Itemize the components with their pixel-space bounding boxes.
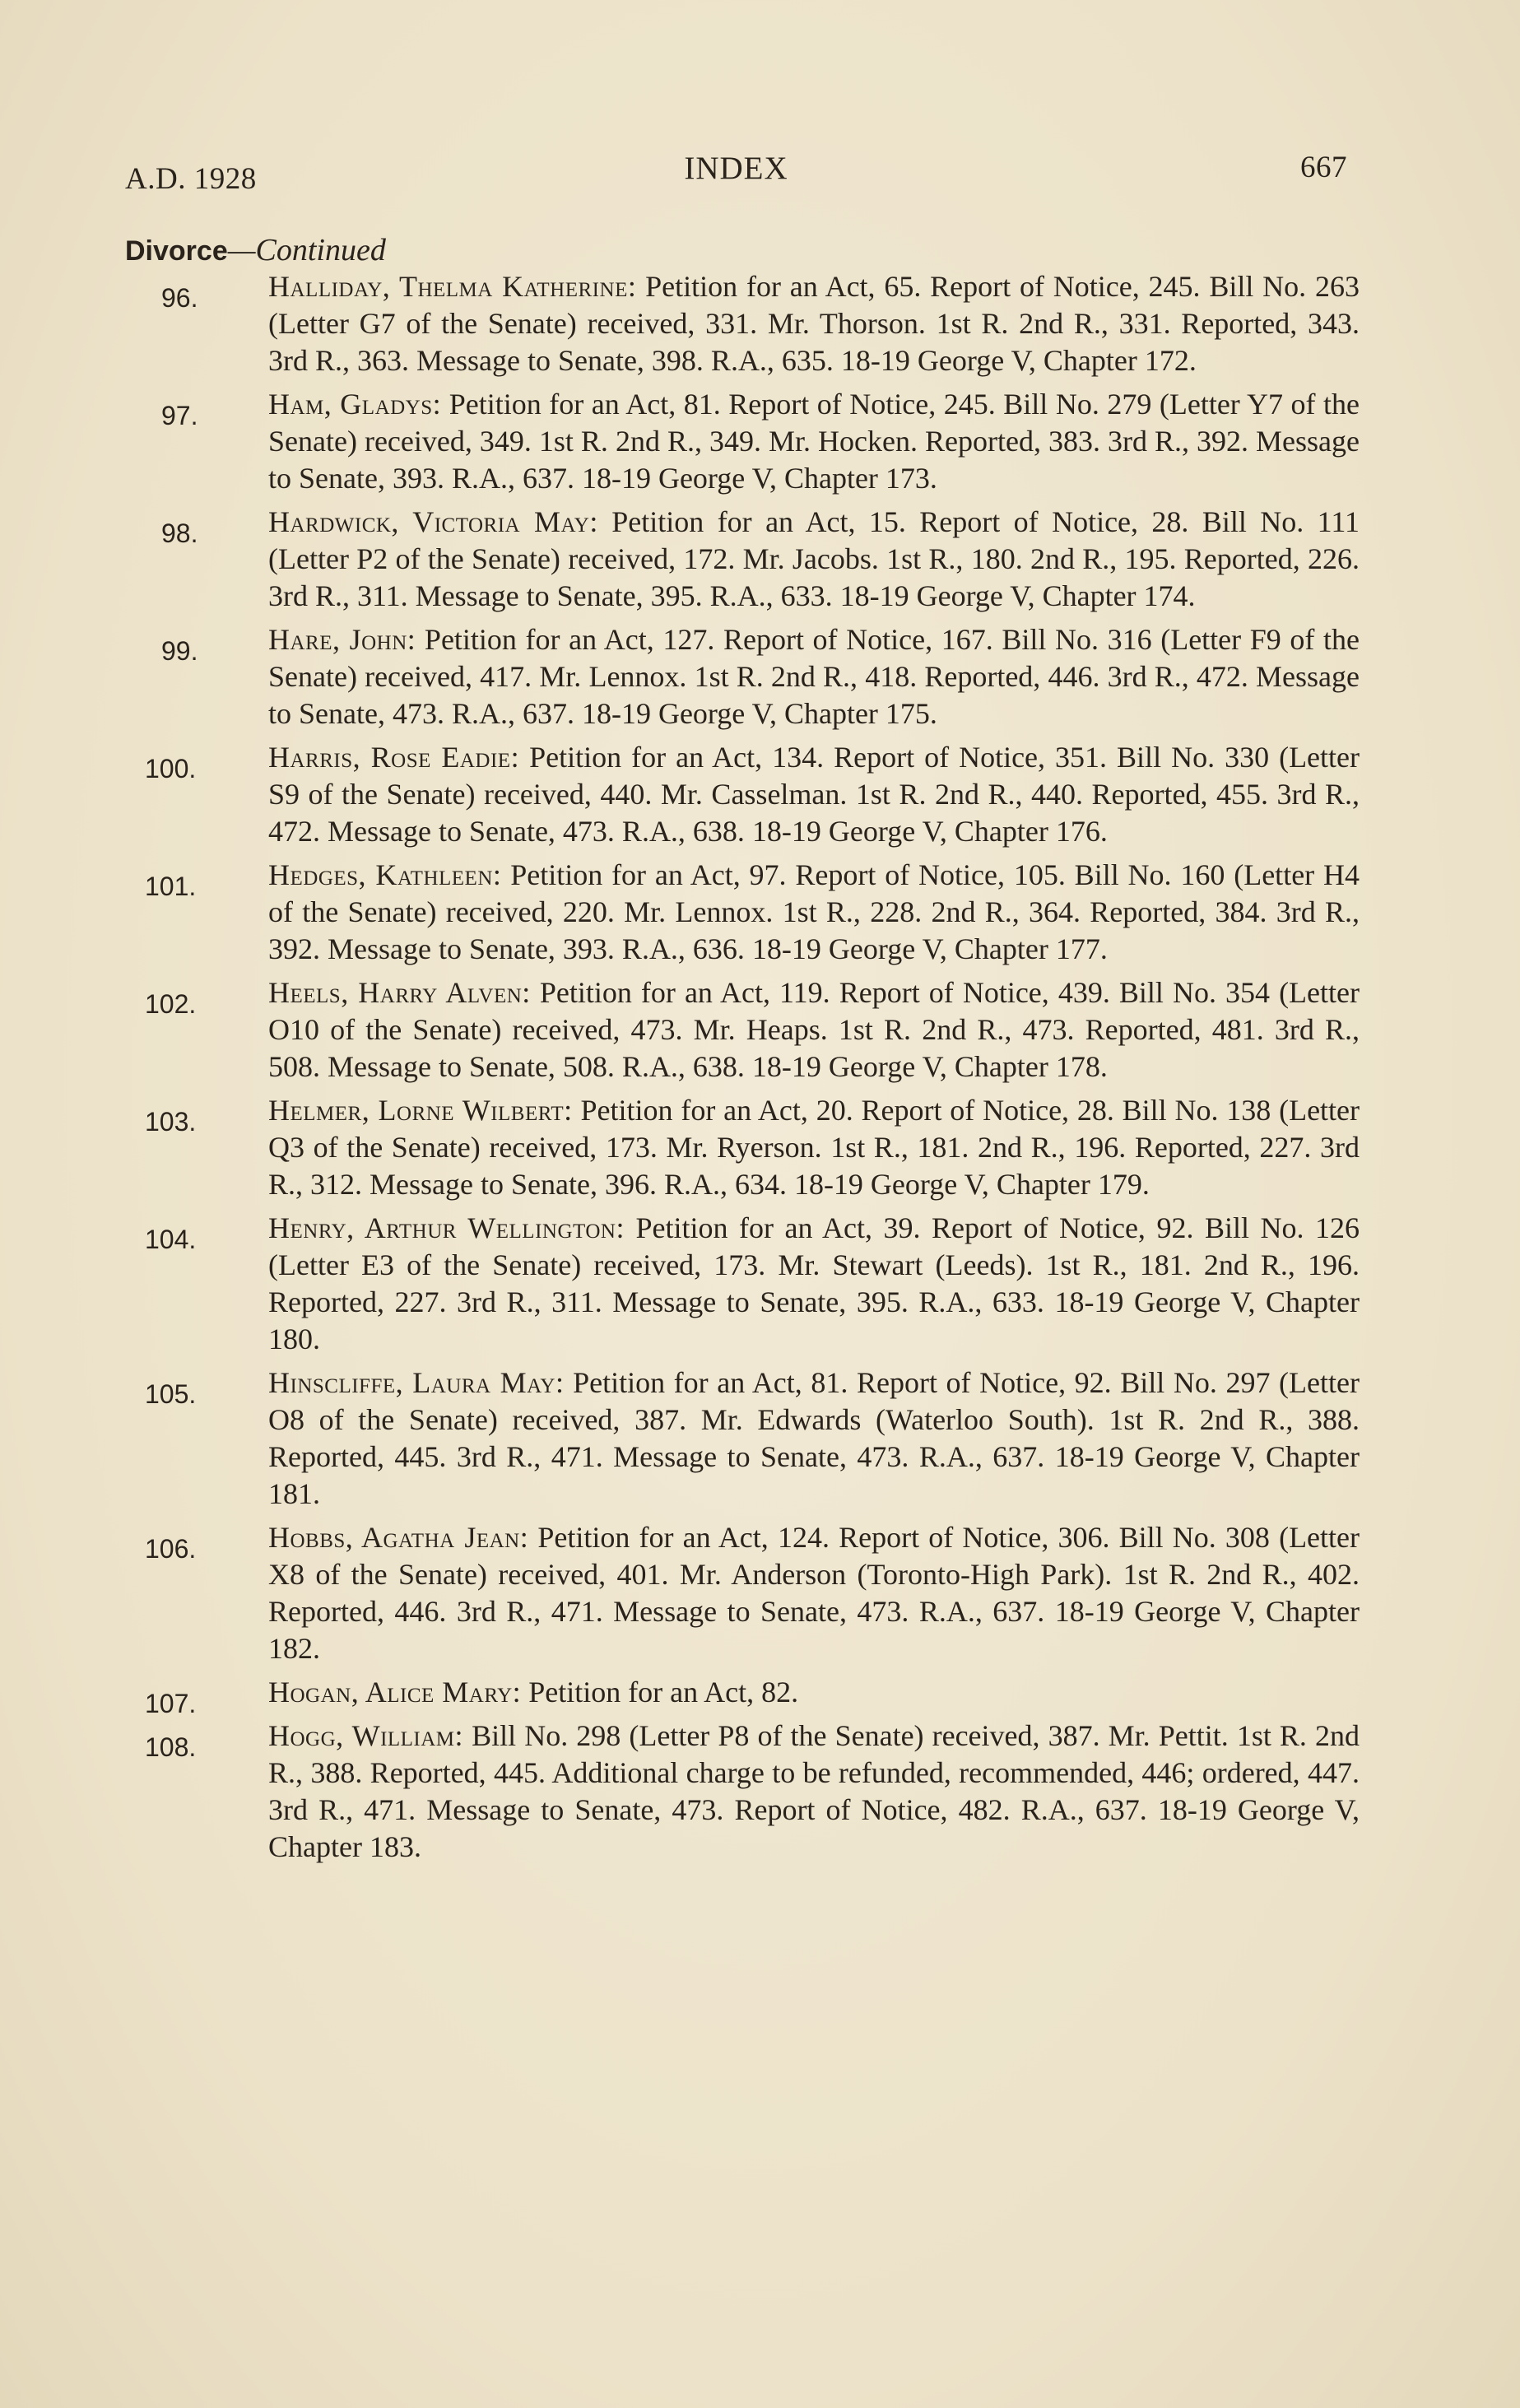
index-entry bbox=[125, 504, 1360, 615]
entry-text: Petition for an Act, 81. Report of Notice, 245. Bill No. 279 (Letter Y7 of the Senate) received, 349. 1st R. 2nd R., 349. Mr. Hocken. Reported, 383. 3rd R., 392. Message to Senate, 393. R.A., 637. 18-19 George V, Chapter 173. bbox=[268, 388, 1360, 495]
entry-text: Petition for an Act, 39. Report of Notice, 92. Bill No. 126 (Letter E3 of the Senate) received, 173. Mr. Stewart (Leeds). 1st R., 181. 2nd R., 196. Reported, 227. 3rd R., 311. Message to Senate, 395. R.A., 633. 18-19 George V, Chapter 180. bbox=[268, 1211, 1360, 1355]
index-entry bbox=[125, 1519, 1360, 1667]
entry-text: Petition for an Act, 65. Report of Notice, 245. Bill No. 263 (Letter G7 of the Senate) received, 331. Mr. Thorson. 1st R. 2nd R., 331. Reported, 343. 3rd R., 363. Message to Senate, 398. R.A., 635. 18-19 George V, Chapter 172. bbox=[268, 270, 1360, 377]
index-entry bbox=[125, 1210, 1360, 1358]
entry-name: Hare, John: bbox=[268, 623, 416, 656]
entry-name: Hardwick, Victoria May: bbox=[268, 505, 598, 538]
index-entry bbox=[125, 1674, 1360, 1718]
entry-name: Hogg, William: bbox=[268, 1719, 464, 1752]
entry-name: Heels, Harry Alven: bbox=[268, 976, 531, 1009]
index-entry bbox=[125, 974, 1360, 1085]
entry-text: Petition for an Act, 97. Report of Notice, 105. Bill No. 160 (Letter H4 of the Senate) received, 220. Mr. Lennox. 1st R., 228. 2nd R., 364. Reported, 384. 3rd R., 392. Message to Senate, 393. R.A., 636. 18-19 George V, Chapter 177. bbox=[268, 858, 1360, 965]
entry-name: Hogan, Alice Mary: bbox=[268, 1676, 522, 1708]
entry-text: Petition for an Act, 20. Report of Notice, 28. Bill No. 138 (Letter Q3 of the Senate) received, 173. Mr. Ryerson. 1st R., 181. 2nd R., 196. Reported, 227. 3rd R., 312. Message to Senate, 396. R.A., 634. 18-19 George V, Chapter 179. bbox=[268, 1094, 1360, 1201]
entry-name: Halliday, Thelma Katherine: bbox=[268, 270, 637, 303]
entry-number: 97. bbox=[161, 401, 198, 430]
entry-text: Petition for an Act, 15. Report of Notice, 28. Bill No. 111 (Letter P2 of the Senate) received, 172. Mr. Jacobs. 1st R., 180. 2nd R., 195. Reported, 226. 3rd R., 311. Message to Senate, 395. R.A., 633. 18-19 George V, Chapter 174. bbox=[268, 505, 1360, 612]
entry-number: 108. bbox=[145, 1732, 197, 1762]
index-entry bbox=[125, 1364, 1360, 1513]
entry-name: Ham, Gladys: bbox=[268, 388, 442, 421]
entry-text: Petition for an Act, 134. Report of Notice, 351. Bill No. 330 (Letter S9 of the Senate) received, 440. Mr. Casselman. 1st R. 2nd R., 440. Reported, 455. 3rd R., 472. Message to Senate, 473. R.A., 638. 18-19 George V, Chapter 176. bbox=[268, 741, 1360, 848]
section-continued: —Continued bbox=[227, 233, 386, 267]
entry-name: Hedges, Kathleen: bbox=[268, 858, 502, 891]
entry-number: 96. bbox=[161, 283, 198, 313]
section-title: Divorce bbox=[125, 235, 228, 267]
index-entries bbox=[125, 268, 1360, 1872]
entry-name: Henry, Arthur Wellington: bbox=[268, 1211, 625, 1244]
header-title: INDEX bbox=[684, 151, 788, 186]
entry-number: 98. bbox=[161, 518, 198, 548]
index-entry bbox=[125, 268, 1360, 379]
entry-text: Petition for an Act, 127. Report of Notice, 167. Bill No. 316 (Letter F9 of the Senate) received, 417. Mr. Lennox. 1st R. 2nd R., 418. Reported, 446. 3rd R., 472. Message to Senate, 473. R.A., 637. 18-19 George V, Chapter 175. bbox=[268, 623, 1360, 730]
index-entry bbox=[125, 1092, 1360, 1203]
entry-number: 107. bbox=[145, 1689, 197, 1718]
running-head bbox=[125, 146, 1347, 196]
entry-text: Petition for an Act, 124. Report of Notice, 306. Bill No. 308 (Letter X8 of the Senate) received, 401. Mr. Anderson (Toronto-High Park). 1st R. 2nd R., 402. Reported, 446. 3rd R., 471. Message to Senate, 473. R.A., 637. 18-19 George V, Chapter 182. bbox=[268, 1521, 1360, 1665]
entry-text: Petition for an Act, 119. Report of Notice, 439. Bill No. 354 (Letter O10 of the Senate) received, 473. Mr. Heaps. 1st R. 2nd R., 473. Reported, 481. 3rd R., 508. Message to Senate, 508. R.A., 638. 18-19 George V, Chapter 178. bbox=[268, 976, 1360, 1083]
entry-number: 99. bbox=[161, 636, 198, 666]
entry-number: 101. bbox=[145, 872, 197, 901]
entry-name: Helmer, Lorne Wilbert: bbox=[268, 1094, 573, 1127]
entry-text: Petition for an Act, 81. Report of Notice, 92. Bill No. 297 (Letter O8 of the Senate) received, 387. Mr. Edwards (Waterloo South). 1st R. 2nd R., 388. Reported, 445. 3rd R., 471. Message to Senate, 473. R.A., 637. 18-19 George V, Chapter 181. bbox=[268, 1366, 1360, 1510]
entry-name: Hobbs, Agatha Jean: bbox=[268, 1521, 529, 1554]
index-entry bbox=[125, 857, 1360, 968]
entry-name: Hinscliffe, Laura May: bbox=[268, 1366, 565, 1399]
index-entry bbox=[125, 1718, 1360, 1866]
entry-text: Bill No. 298 (Letter P8 of the Senate) received, 387. Mr. Pettit. 1st R. 2nd R., 388. Reported, 445. Additional charge to be refunded, recommended, 446; ordered, 447. 3rd R., 471. Message to Senate, 473. Report of Notice, 482. R.A., 637. 18-19 George V, Chapter 183. bbox=[268, 1719, 1360, 1863]
index-entry bbox=[125, 386, 1360, 497]
index-entry bbox=[125, 739, 1360, 850]
entry-number: 105. bbox=[145, 1379, 197, 1409]
entry-number: 103. bbox=[145, 1107, 197, 1137]
entry-text: Petition for an Act, 82. bbox=[528, 1676, 799, 1708]
header-year: A.D. 1928 bbox=[125, 162, 257, 196]
entry-number: 102. bbox=[145, 989, 197, 1019]
section-heading bbox=[125, 232, 386, 268]
entry-number: 100. bbox=[145, 754, 197, 783]
index-entry bbox=[125, 621, 1360, 732]
entry-number: 106. bbox=[145, 1534, 197, 1564]
entry-name: Harris, Rose Eadie: bbox=[268, 741, 520, 774]
page-number: 667 bbox=[1300, 151, 1347, 184]
entry-number: 104. bbox=[145, 1225, 197, 1254]
